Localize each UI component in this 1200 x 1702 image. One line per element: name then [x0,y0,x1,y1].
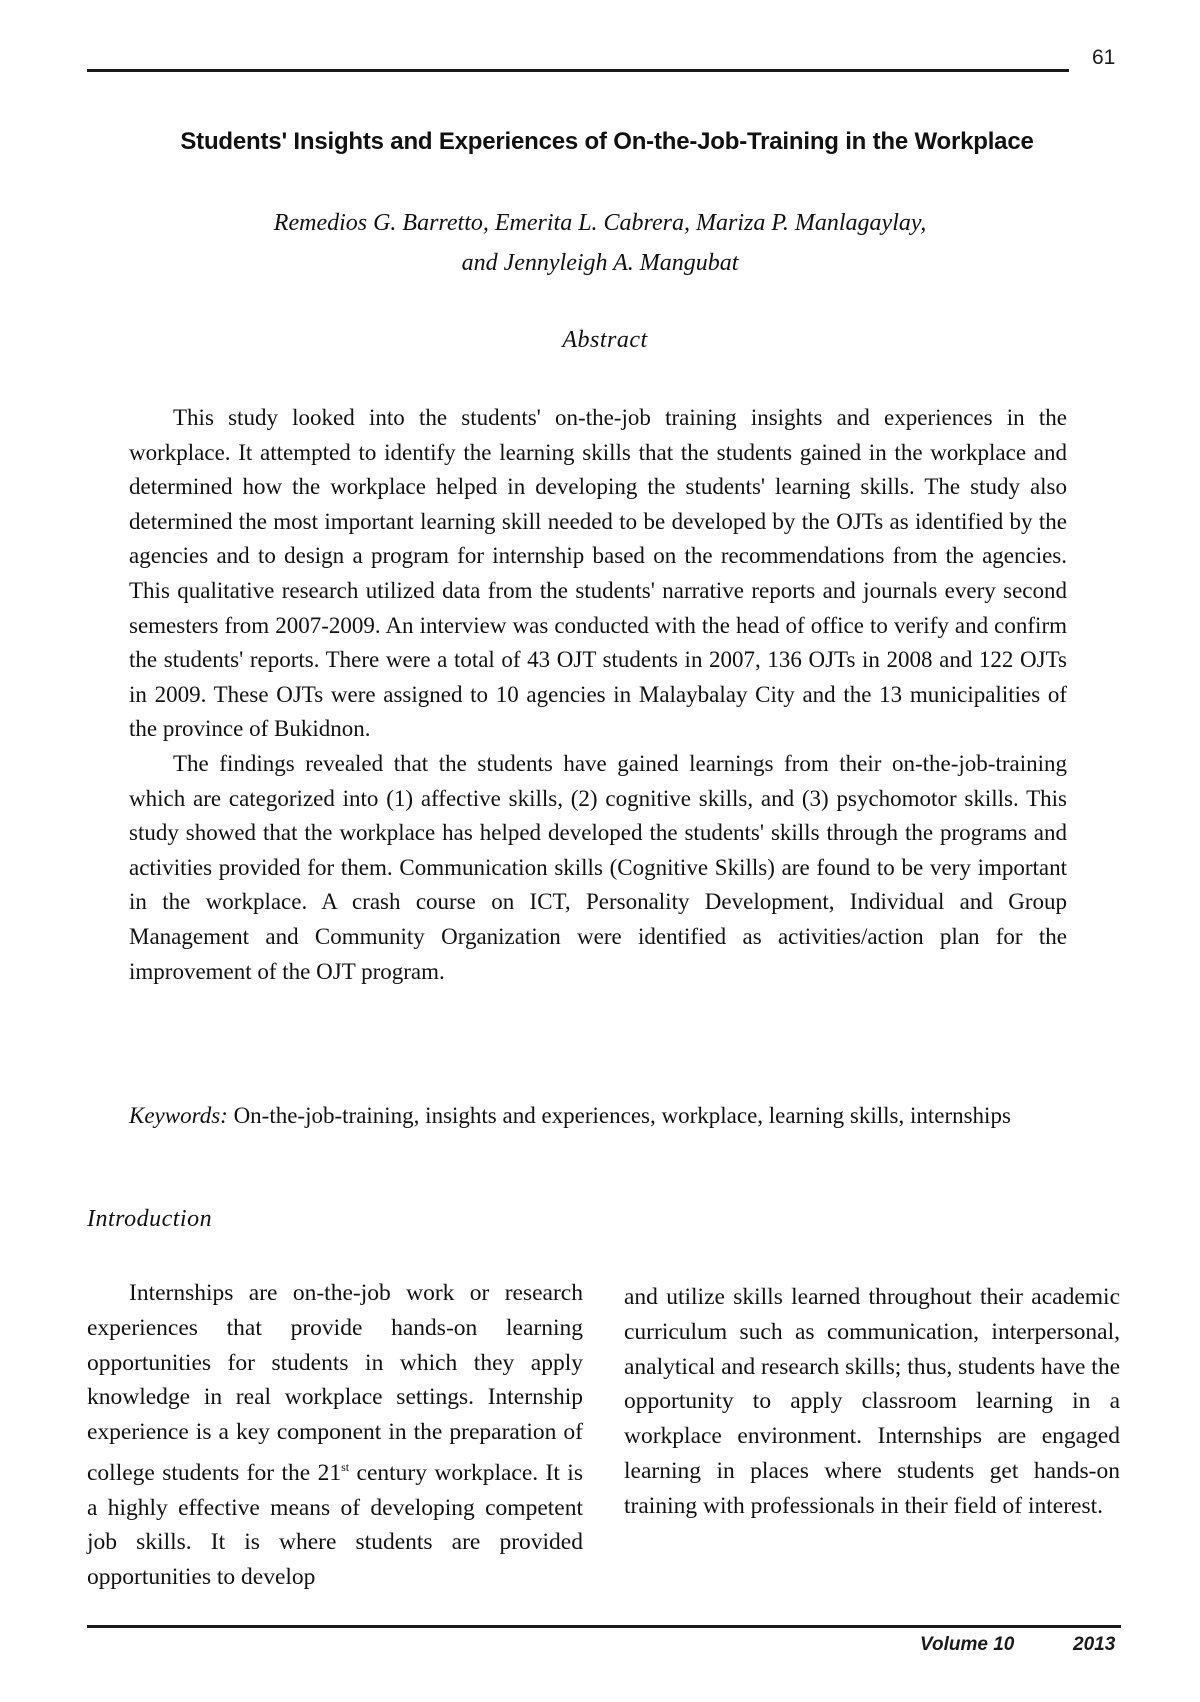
header-rule [87,69,1069,72]
authors-line-1: Remedios G. Barretto, Emerita L. Cabrera, Mariza P. Manlagaylay, [273,210,927,236]
footer-volume: Volume 10 [920,1634,1015,1655]
footer [920,1634,1120,1656]
intro-left-text-part-1: Internships are on-the-job work or research experiences that provide hands-on learning opportunities for students in which they apply knowledge in real workplace settings. Internship experience is a key component in the preparation of college students for the 21 [87,1280,583,1486]
page-number: 61 [1092,46,1116,69]
introduction-left-column [87,1276,583,1595]
abstract-paragraph-2: The findings revealed that the students have gained learnings from their on-the-job-training which are categorized into (1) affective skills, (2) cognitive skills, and (3) psychomotor skills. This study showed that the workplace has helped developed the students' skills through the programs and activities provided for them. Communication skills (Cognitive Skills) are found to be very important in the workplace. A crash course on ICT, Personality Development, Individual and Group Management and Community Organization were identified as activities/action plan for the improvement of the OJT program. [129,750,1067,984]
article-title: Students' Insights and Experiences of On-the-Job-Training in the Workplace [180,128,1034,155]
keywords [129,1099,1067,1133]
intro-superscript: st [341,1459,350,1474]
keywords-label: Keywords: [129,1103,228,1128]
footer-rule [87,1625,1121,1628]
abstract-heading: Abstract [562,327,648,353]
authors-line-2: and Jennyleigh A. Mangubat [461,250,739,276]
keywords-text: On-the-job-training, insights and experiences, workplace, learning skills, internships [233,1103,1011,1128]
abstract-paragraph-1: This study looked into the students' on-the-job training insights and experiences in the workplace. It attempted to identify the learning skills that the students gained in the workplace and determined how the workplace helped in developing the students' learning skills. The study also determined the most important learning skill needed to be developed by the OJTs as identified by the agencies and to design a program for internship based on the recommendations from the agencies. This qualitative research utilized data from the students' narrative reports and journals every second semesters from 2007-2009. An interview was conducted with the head of office to verify and confirm the students' reports. There were a total of 43 OJT students in 2007, 136 OJTs in 2008 and 122 OJTs in 2009. These OJTs were assigned to 10 agencies in Malaybalay City and the 13 municipalities of the province of Bukidnon. [129,405,1067,742]
introduction-heading: Introduction [87,1206,213,1232]
footer-year: 2013 [1073,1634,1116,1655]
abstract-body [129,401,1067,989]
introduction-right-column: and utilize skills learned throughout their academic curriculum such as communication, interpersonal, analytical and research skills; thus, students have the opportunity to apply classroom learning in a workplace environment. Internships are engaged learning in places where students get hands-on training with professionals in their field of interest. [624,1284,1120,1519]
intro-left-text-part-2: century workplace. It is a highly effective means of developing competent job skills. It is where students are provided opportunities to develop [87,1459,583,1591]
